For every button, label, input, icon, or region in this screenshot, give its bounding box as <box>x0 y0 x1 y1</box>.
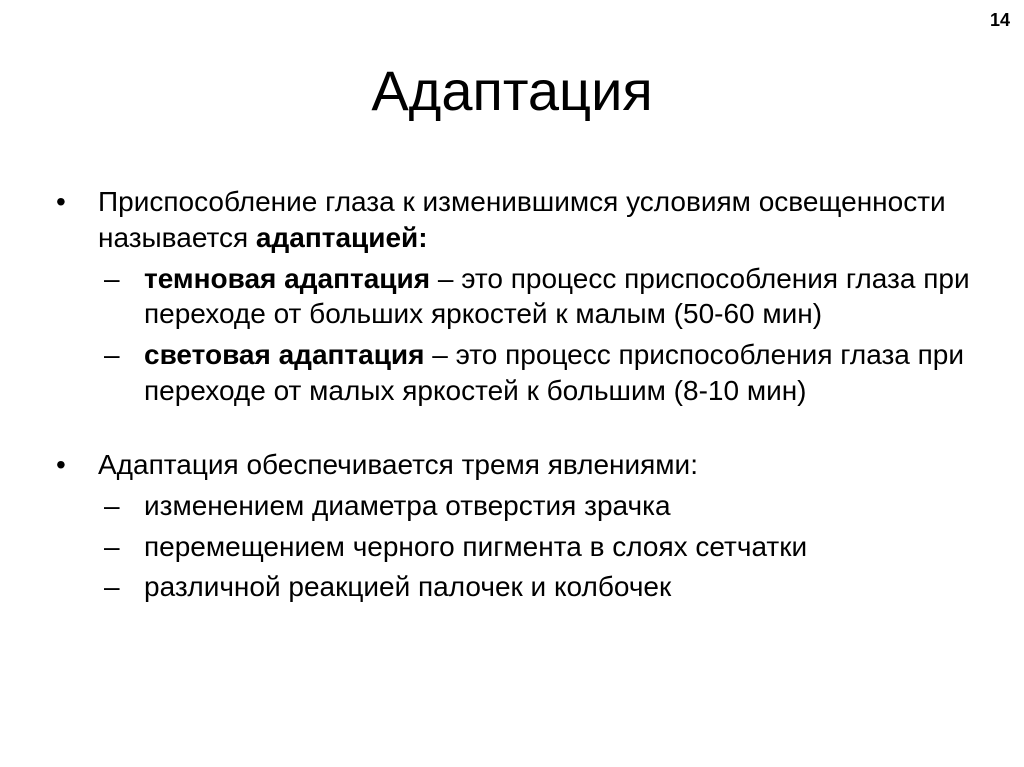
sub-item-text: изменением диаметра отверстия зрачка <box>144 489 671 521</box>
bullet-bold-text: адаптацией: <box>255 221 428 253</box>
dash-marker: – <box>104 339 120 371</box>
bullet-item <box>56 447 976 483</box>
sub-item-text: различной реакцией палочек и колбочек <box>144 571 672 603</box>
slide-content <box>56 184 976 605</box>
dash-marker: – <box>104 530 120 562</box>
dash-marker: – <box>104 489 120 521</box>
bullet-marker: • <box>56 186 66 217</box>
slide-number: 14 <box>989 10 1010 30</box>
sub-item <box>56 337 976 409</box>
bullet-marker: • <box>56 448 66 480</box>
sub-item-text: – это процесс приспособления глаза при переходе от больших яркостей к малым (50-60 мин) <box>144 262 970 330</box>
dash-marker: – <box>104 262 120 294</box>
bullet-text: Приспособление глаза к изменившимся условиям освещенности называется <box>98 186 946 253</box>
sub-item-text: – это процесс приспособления глаза при переходе от малых яркостей к большим (8-10 мин) <box>144 339 965 407</box>
bullet-item <box>56 184 976 256</box>
bullet-text: Адаптация обеспечивается тремя явлениями: <box>98 448 698 480</box>
sub-item <box>56 261 976 333</box>
sub-item <box>56 529 976 565</box>
sub-item-term: световая адаптация <box>144 339 425 371</box>
sub-item-term: темновая адаптация <box>144 262 431 294</box>
dash-marker: – <box>104 571 120 603</box>
sub-item-text: перемещением черного пигмента в слоях сетчатки <box>144 530 808 562</box>
sub-item <box>56 569 976 605</box>
sub-item <box>56 488 976 524</box>
slide-title: Адаптация <box>371 59 653 122</box>
